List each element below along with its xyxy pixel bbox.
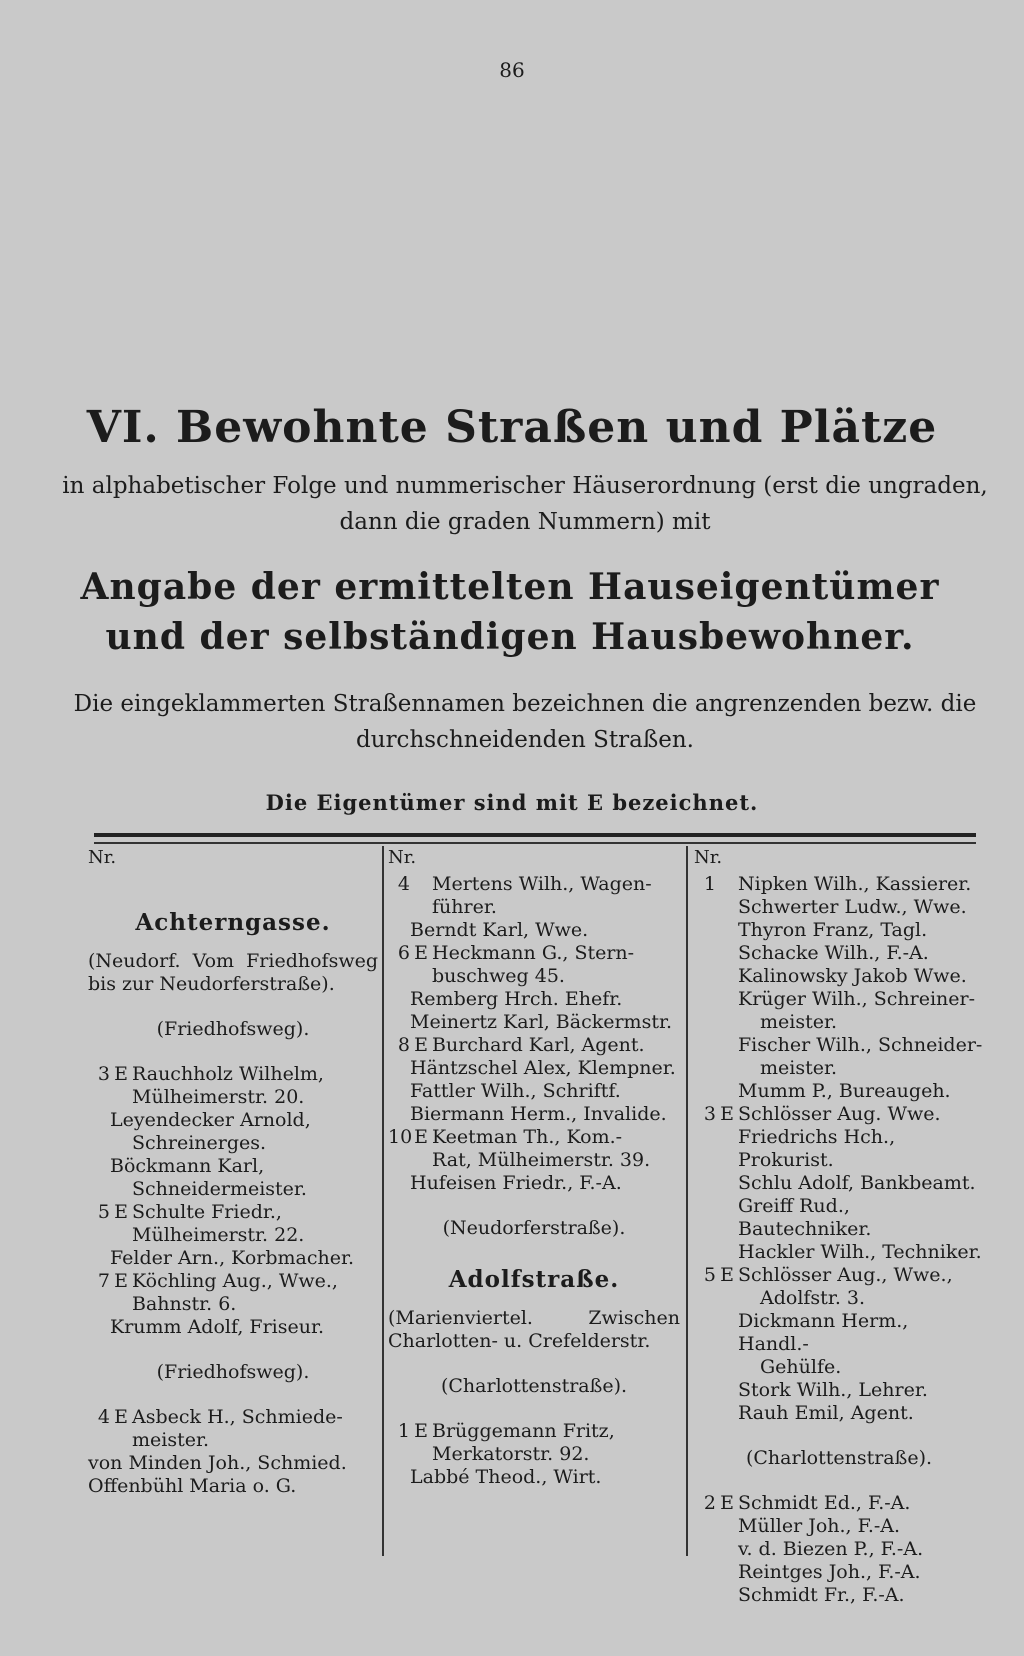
list-item-cont: Schreinerges. xyxy=(132,1132,267,1154)
list-item: Felder Arn., Korbmacher. xyxy=(110,1247,355,1269)
list-item: Schacke Wilh., F.-A. xyxy=(738,942,929,964)
list-item: Thyron Franz, Tagl. xyxy=(738,919,928,941)
list-item: Remberg Hrch. Ehefr. xyxy=(410,988,623,1010)
list-item: Greiff Rud., Bautechniker. xyxy=(738,1195,872,1240)
list-item: 3 E Rauchholz Wilhelm, xyxy=(97,1063,324,1085)
cross-street: (Charlottenstraße). xyxy=(440,1375,628,1397)
list-item: Schlu Adolf, Bankbeamt. xyxy=(738,1172,976,1194)
list-item-cont: Gehülfe. xyxy=(760,1356,842,1378)
list-item: Friedrichs Hch., Prokurist. xyxy=(738,1126,896,1171)
list-item: Berndt Karl, Wwe. xyxy=(410,919,589,941)
list-item: Müller Joh., F.-A. xyxy=(738,1515,901,1537)
list-item: Meinertz Karl, Bäckermstr. xyxy=(410,1011,672,1033)
list-item-cont: buschweg 45. xyxy=(432,965,565,987)
list-item-cont: Schneidermeister. xyxy=(132,1178,307,1200)
list-item: 1 E Brüggemann Fritz, xyxy=(397,1420,615,1442)
list-item: Mumm P., Bureaugeh. xyxy=(738,1080,951,1102)
list-item: Rauh Emil, Agent. xyxy=(738,1402,914,1424)
list-item: 10 E Keetman Th., Kom.- xyxy=(388,1126,623,1148)
list-item: Hufeisen Friedr., F.-A. xyxy=(410,1172,622,1194)
table-top-rule xyxy=(94,833,976,837)
list-item-cont: Adolfstr. 3. xyxy=(760,1287,866,1309)
list-item: 4 E Asbeck H., Schmiede- xyxy=(97,1406,343,1428)
heading-line-1: Angabe der ermittelten Hauseigentümer xyxy=(80,566,940,608)
list-item: Fattler Wilh., Schriftf. xyxy=(410,1080,621,1102)
subtitle-line-2: dann die graden Nummern) mit xyxy=(339,509,711,535)
page-number: 86 xyxy=(499,58,525,82)
column-divider-1 xyxy=(382,846,384,1556)
note-line-1: Die eingeklammerten Straßennamen bezeichnen die angrenzenden bezw. die xyxy=(73,691,977,717)
list-item-cont: meister. xyxy=(760,1057,838,1079)
list-item: 3 E Schlösser Aug. Wwe. xyxy=(703,1103,941,1125)
list-item: Labbé Theod., Wirt. xyxy=(410,1466,602,1488)
section-title: VI. Bewohnte Straßen und Plätze xyxy=(86,402,938,453)
list-item-cont: meister. xyxy=(132,1429,210,1451)
column-header: Nr. xyxy=(694,847,723,868)
street-note: (Neudorf. Vom Friedhofsweg bis zur Neudorferstraße). xyxy=(88,950,378,995)
cross-street: (Neudorferstraße). xyxy=(442,1217,626,1239)
list-item: Schmidt Fr., F.-A. xyxy=(738,1584,905,1606)
column-header: Nr. xyxy=(88,847,117,868)
column-1 xyxy=(88,846,378,1498)
list-item: 4 Mertens Wilh., Wagen- xyxy=(397,873,652,895)
cross-street: (Friedhofsweg). xyxy=(156,1018,310,1040)
list-item: v. d. Biezen P., F.-A. xyxy=(738,1538,924,1560)
owners-note: Die Eigentümer sind mit E bezeichnet. xyxy=(265,790,759,815)
list-item-cont: Mülheimerstr. 20. xyxy=(132,1086,305,1108)
list-item: Häntzschel Alex, Klempner. xyxy=(410,1057,676,1079)
list-item: 8 E Burchard Karl, Agent. xyxy=(397,1034,645,1056)
street-name: Achterngasse. xyxy=(135,909,331,936)
list-item: Reintges Joh., F.-A. xyxy=(738,1561,921,1583)
list-item: 2 E Schmidt Ed., F.-A. xyxy=(703,1492,911,1514)
column-2 xyxy=(388,846,680,1489)
list-item-cont: Rat, Mülheimerstr. 39. xyxy=(432,1149,651,1171)
list-item: Stork Wilh., Lehrer. xyxy=(738,1379,928,1401)
list-item: Offenbühl Maria o. G. xyxy=(88,1475,297,1497)
table-second-rule xyxy=(94,842,976,844)
list-item: von Minden Joh., Schmied. xyxy=(88,1452,347,1474)
list-item-cont: Bahnstr. 6. xyxy=(132,1293,237,1315)
list-item: Fischer Wilh., Schneider- xyxy=(738,1034,983,1056)
cross-street: (Friedhofsweg). xyxy=(156,1361,310,1383)
list-item: Hackler Wilh., Techniker. xyxy=(738,1241,982,1263)
list-item: 1 Nipken Wilh., Kassierer. xyxy=(703,873,972,895)
list-item-cont: führer. xyxy=(432,896,497,918)
street-note: (Marienviertel. Zwischen Charlotten- u. Crefelderstr. xyxy=(388,1307,680,1352)
list-item-cont: Mülheimerstr. 22. xyxy=(132,1224,305,1246)
list-item: Schwerter Ludw., Wwe. xyxy=(738,896,967,918)
street-name: Adolfstraße. xyxy=(448,1266,620,1293)
list-item: Krumm Adolf, Friseur. xyxy=(110,1316,325,1338)
subtitle-line-1: in alphabetischer Folge und nummerischer Häuserordnung (erst die ungraden, xyxy=(62,473,988,499)
column-3 xyxy=(694,846,984,1607)
column-divider-2 xyxy=(686,846,688,1556)
list-item: Krüger Wilh., Schreiner- xyxy=(738,988,976,1010)
list-item-cont: Merkatorstr. 92. xyxy=(432,1443,590,1465)
list-item: 6 E Heckmann G., Stern- xyxy=(397,942,635,964)
note-line-2: durchschneidenden Straßen. xyxy=(356,727,694,753)
list-item: 5 E Schulte Friedr., xyxy=(97,1201,282,1223)
list-item: Biermann Herm., Invalide. xyxy=(410,1103,667,1125)
list-item: Leyendecker Arnold, xyxy=(110,1109,311,1131)
list-item-cont: meister. xyxy=(760,1011,838,1033)
list-item: Dickmann Herm., Handl.- xyxy=(738,1310,909,1355)
column-header: Nr. xyxy=(388,847,417,868)
list-item: Böckmann Karl, xyxy=(110,1155,265,1177)
list-item: 5 E Schlösser Aug., Wwe., xyxy=(703,1264,953,1286)
list-item: 7 E Köchling Aug., Wwe., xyxy=(97,1270,338,1292)
list-item: Kalinowsky Jakob Wwe. xyxy=(738,965,967,987)
heading-line-2: und der selbständigen Hausbewohner. xyxy=(105,616,915,658)
cross-street: (Charlottenstraße). xyxy=(745,1447,933,1469)
